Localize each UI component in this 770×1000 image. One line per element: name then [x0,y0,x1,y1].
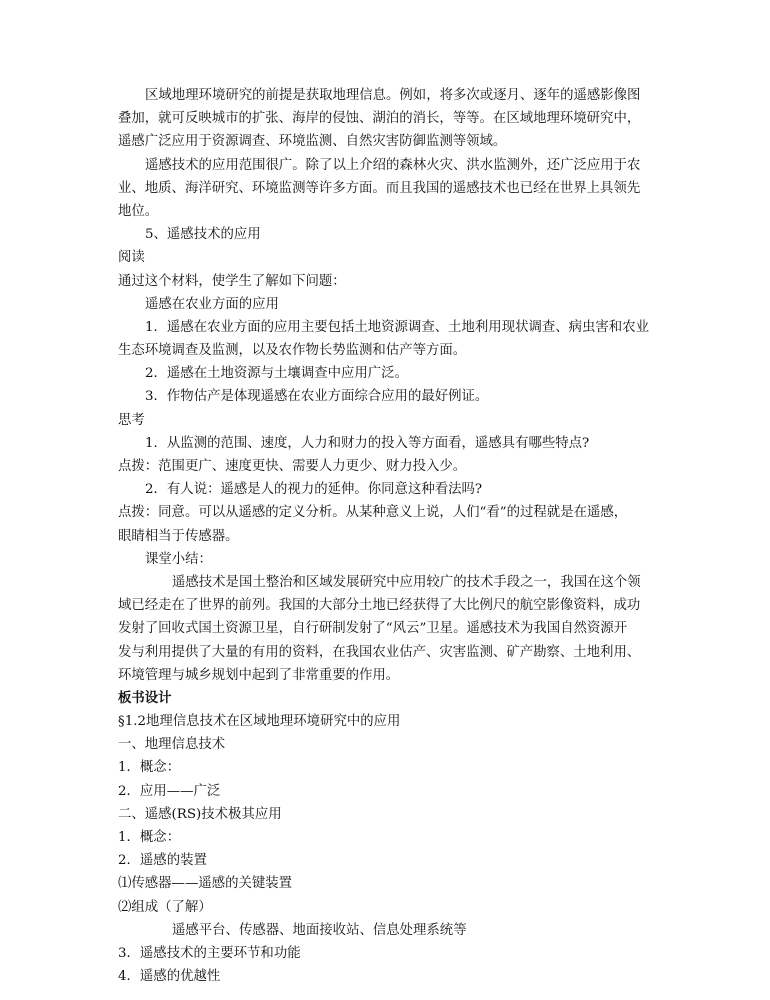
text-line: 1．遥感在农业方面的应用主要包括土地资源调查、土地利用现状调查、病虫害和农业 [145,319,649,335]
text-line: 2．遥感在土地资源与土壤调查中应用广泛。 [145,366,408,382]
text-line: 一、地理信息技术 [118,737,226,753]
text-line: 思考 [118,412,145,428]
text-line: 阅读 [118,250,145,266]
text-line: 课堂小结： [145,551,212,567]
text-line: 点拨：同意。可以从遥感的定义分析。从某种意义上说，人们“看”的过程就是在遥感， [118,505,628,521]
text-line: 遥感广泛应用于资源调查、环境监测、自然灾害防御监测等领域。 [118,134,507,150]
text-line: 4．遥感的优越性 [118,969,221,985]
text-line: 5、遥感技术的应用 [145,227,261,243]
text-line: 发与利用提供了大量的有用的资料，在我国农业估产、灾害监测、矿产勘察、土地利用、 [118,644,641,660]
text-line: 发射了回收式国土资源卫星，自行研制发射了“风云”卫星。遥感技术为我国自然资源开 [118,621,628,637]
text-line: 域已经走在了世界的前列。我国的大部分土地已经获得了大比例尺的航空影像资料，成功 [118,598,641,614]
text-line: 1．概念： [118,760,181,776]
text-line: 遥感技术是国土整治和区域发展研究中应用较广的技术手段之一，我国在这个领 [172,574,641,590]
text-line: 地位。 [118,203,159,219]
text-line: 2．遥感的装置 [118,853,207,869]
text-line: 眼睛相当于传感器。 [118,528,239,544]
text-line: 遥感在农业方面的应用 [145,296,279,312]
text-line: 遥感平台、传感器、地面接收站、信息处理系统等 [172,922,467,938]
section-heading: 板书设计 [118,689,172,706]
text-line: ⑴传感器——遥感的关键装置 [118,876,293,892]
text-line: §1.2地理信息技术在区域地理环境研究中的应用 [118,714,401,730]
text-line: 3．作物估产是体现遥感在农业方面综合应用的最好例证。 [145,389,489,405]
text-line: 生态环境调查及监测，以及农作物长势监测和估产等方面。 [118,343,467,359]
text-line: 3．遥感技术的主要环节和功能 [118,945,301,961]
text-line: 业、地质、海洋研究、环境监测等许多方面。而且我国的遥感技术也已经在世界上具领先 [118,180,641,196]
document-body [118,84,656,988]
text-line: ⑵组成（了解） [118,899,212,915]
text-line: 环境管理与城乡规划中起到了非常重要的作用。 [118,667,400,683]
text-line: 2．有人说：遥感是人的视力的延伸。你同意这种看法吗? [145,482,483,498]
text-line: 二、遥感(RS)技术极其应用 [118,806,282,822]
text-line: 区域地理环境研究的前提是获取地理信息。例如，将多次或逐月、逐年的遥感影像图 [145,88,641,103]
text-line: 1．从监测的范围、速度，人力和财力的投入等方面看，遥感具有哪些特点? [145,435,590,451]
text-line: 2．应用——广泛 [118,783,221,799]
text-line: 遥感技术的应用范围很广。除了以上介绍的森林火灾、洪水监测外，还广泛应用于农 [145,157,641,173]
text-line: 通过这个材料，使学生了解如下问题： [118,273,346,289]
text-line: 点拨：范围更广、速度更快、需要人力更少、财力投入少。 [118,459,467,474]
text-line: 叠加，就可反映城市的扩张、海岸的侵蚀、湖泊的消长，等等。在区域地理环境研究中， [118,111,641,127]
document-page [118,84,656,988]
text-line: 1．概念： [118,830,181,845]
